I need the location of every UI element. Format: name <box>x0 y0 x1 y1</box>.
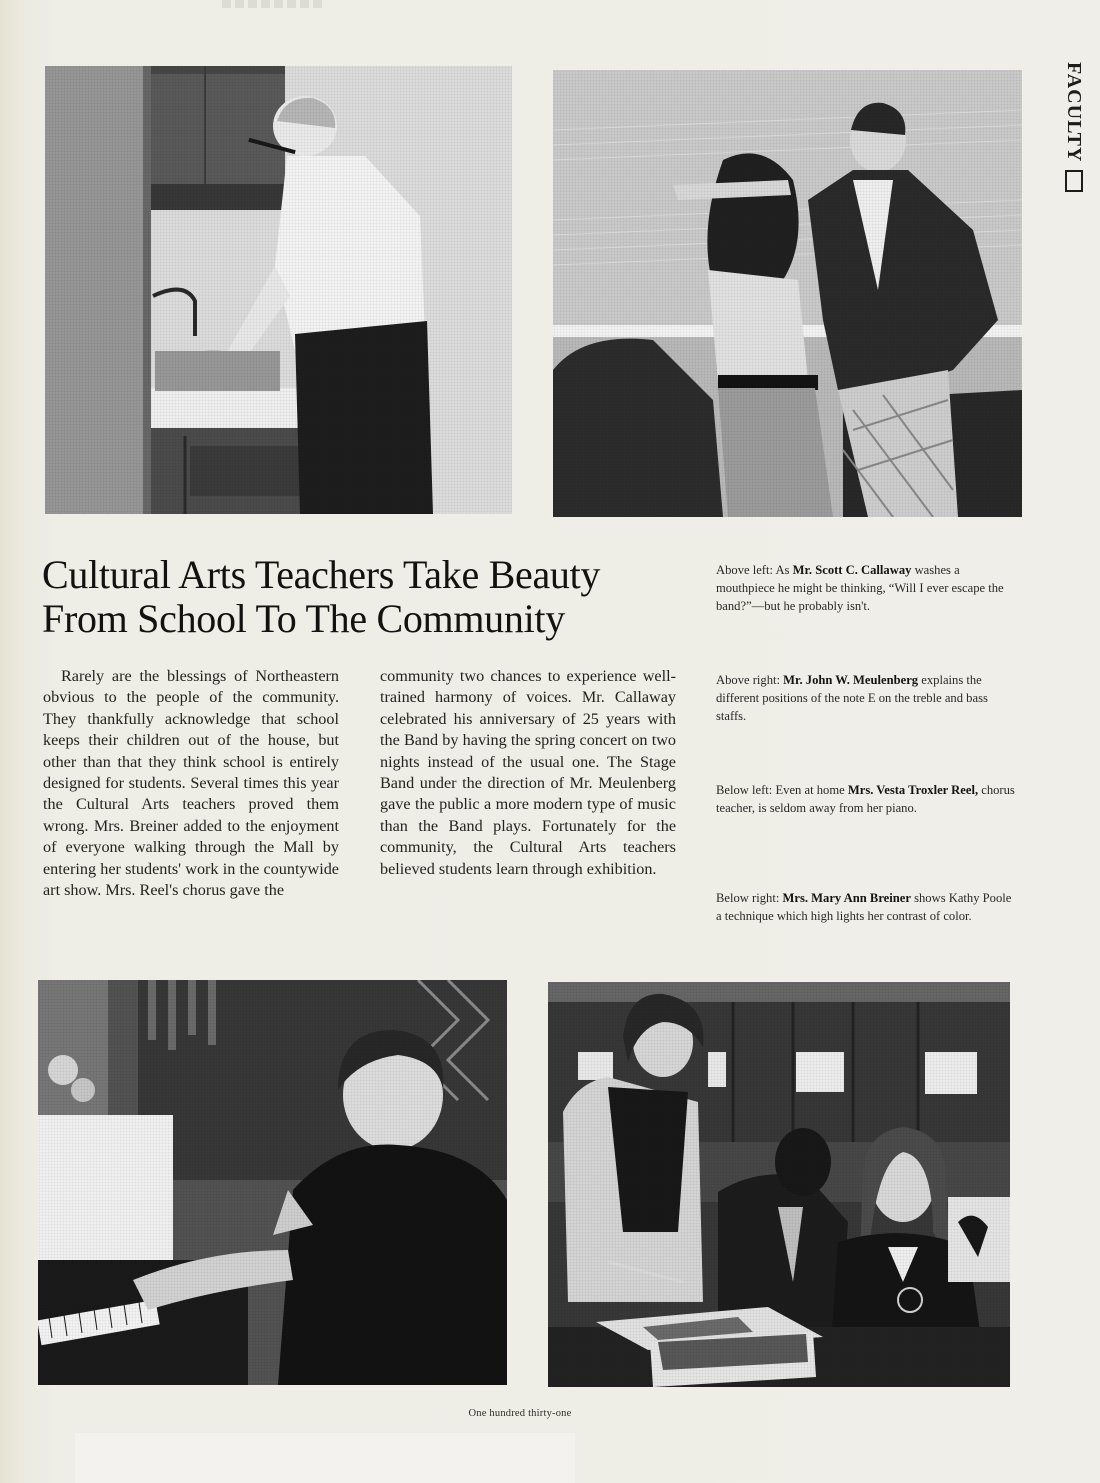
headline-line-1: Cultural Arts Teachers Take Beauty <box>42 552 601 597</box>
caption-rest: chorus teacher, is seldom away from her piano. <box>716 783 1015 815</box>
section-tab <box>1062 62 1085 192</box>
caption-lead: Below left: Even at home <box>716 783 848 797</box>
scan-artifact <box>222 0 322 8</box>
caption-name: Mr. John W. Meulenberg <box>783 673 919 687</box>
caption-lead: Below right: <box>716 891 783 905</box>
caption-below-right <box>716 889 1016 925</box>
article-paragraph: community two chances to experience well-trained harmony of voices. Mr. Callaway celebrated his anniversary of 25 years with the Band by having the spring concert on two nights instead of the usual one. The Stage Band under the direction of Mr. Meulenberg gave the public a more modern type of music than the Band plays. Fortunately for the community, the Cultural Arts teachers believed students learn through exhibition. <box>380 667 676 878</box>
caption-name: Mrs. Vesta Troxler Reel, <box>847 783 979 797</box>
caption-lead: Above left: As <box>716 563 793 577</box>
photo-above-right <box>553 70 1022 517</box>
caption-above-left <box>716 561 1016 615</box>
caption-lead: Above right: <box>716 673 784 687</box>
photo-above-left-illustration <box>45 66 512 514</box>
caption-rest: explains the different positions of the note E on the treble and bass staffs. <box>716 673 988 723</box>
section-tab-label: FACULTY <box>1063 62 1085 163</box>
caption-rest: shows Kathy Poole a technique which high lights her contrast of color. <box>716 891 1012 923</box>
caption-below-left <box>716 781 1016 817</box>
caption-name: Mrs. Mary Ann Breiner <box>782 891 911 905</box>
photo-above-left <box>45 66 512 514</box>
photo-below-right-illustration <box>548 982 1010 1387</box>
page-number: One hundred thirty-one <box>468 1408 572 1419</box>
photo-above-right-illustration <box>553 70 1022 517</box>
headline-line-2: From School To The Community <box>42 596 565 641</box>
caption-rest: washes a mouthpiece he might be thinking, “Will I ever escape the band?”—but he probably isn't. <box>716 563 1004 613</box>
caption-name: Mr. Scott C. Callaway <box>792 563 912 577</box>
article-paragraph: Rarely are the blessings of Northeastern obvious to the people of the community. They thankfully acknowledge that school keeps their children out of the house, but other than that they think school is entirely designed for students. Several times this year the Cultural Arts teachers proved them wrong. Mrs. Breiner added to the enjoyment of everyone walking through the Mall by entering her students' work in the countywide art show. Mrs. Reel's chorus gave the <box>43 667 339 900</box>
photo-below-left <box>38 980 507 1385</box>
photo-below-right <box>548 982 1010 1387</box>
photo-below-left-illustration <box>38 980 507 1385</box>
scan-artifact-patch <box>75 1433 575 1483</box>
checkbox-square-icon <box>1065 170 1083 192</box>
article-column-1 <box>43 666 339 901</box>
article-column-2 <box>380 666 676 880</box>
page-headline <box>42 553 707 641</box>
caption-above-right <box>716 671 1016 725</box>
